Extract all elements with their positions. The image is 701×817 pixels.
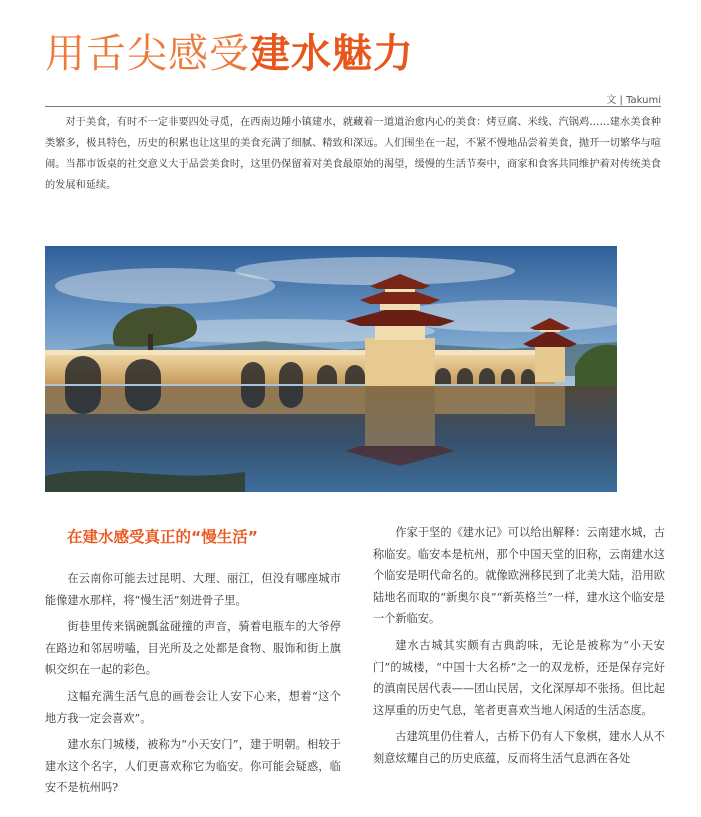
- article-title: [45, 24, 414, 84]
- intro-paragraph: 对于美食，有时不一定非要四处寻觅，在西南边陲小镇建水，就藏着一道道治愈内心的美食：烤豆腐、米线、汽锅鸡……建水美食种类繁多，极具特色，历史的积累也让这里的美食充满了细腻、精致和深远。人们围坐在一起，不紧不慢地品尝着美食，抛开一切繁华与喧闹。当都市饭桌的社交意义大于品尝美食时，这里仍保留着对美食最原始的渴望，缓慢的生活节奏中，商家和食客共同维护着对传统美食的发展和延续。: [45, 117, 661, 191]
- author-credit: 文 | Takumi: [606, 95, 661, 106]
- body-paragraph: 作家于坚的《建水记》可以给出解释：云南建水城，古称临安。临安本是杭州，那个中国天堂的旧称，云南建水这个临安是明代命名的。就像欧洲移民到了北美大陆，沿用欧陆地名而取的“新奥尔良”“新英格兰”一样，建水这个临安是一个新临安。: [373, 526, 665, 626]
- header-divider: [45, 106, 661, 107]
- body-paragraph: 建水东门城楼，被称为“小天安门”，建于明朝。相较于建水这个名字，人们更喜欢称它为临安。你可能会疑惑，临安不是杭州吗?: [45, 738, 341, 795]
- title-light-part: 用舌尖感受: [45, 31, 250, 77]
- body-paragraph: 这幅充满生活气息的画卷会让人安下心来，想着“这个地方我一定会喜欢”。: [45, 689, 341, 725]
- right-column: [373, 522, 665, 775]
- body-paragraph: 建水古城其实颇有古典韵味，无论是被称为“小天安门”的城楼，“中国十大名桥”之一的双龙桥，还是保存完好的滇南民居代表——团山民居，文化深厚却不张扬。但比起这厚重的历史气息，笔者更喜欢当地人闲适的生活态度。: [373, 638, 665, 717]
- body-paragraph: 街巷里传来锅碗瓢盆碰撞的声音，骑着电瓶车的大爷停在路边和邻居唠嗑，目光所及之处都是食物、服饰和街上旗帜交织在一起的彩色。: [45, 620, 341, 677]
- title-bold-part: 建水魅力: [250, 31, 414, 77]
- body-paragraph: 古建筑里仍住着人，古桥下仍有人下象棋，建水人从不刻意炫耀自己的历史底蕴，反而将生活气息洒在各处: [373, 730, 665, 765]
- left-column: [45, 568, 341, 804]
- body-paragraph: 在云南你可能去过昆明、大理、丽江，但没有哪座城市能像建水那样，将“慢生活”刻进骨子里。: [45, 572, 341, 607]
- bridge-photo: [45, 246, 617, 492]
- section-heading: 在建水感受真正的“慢生活”: [67, 528, 258, 546]
